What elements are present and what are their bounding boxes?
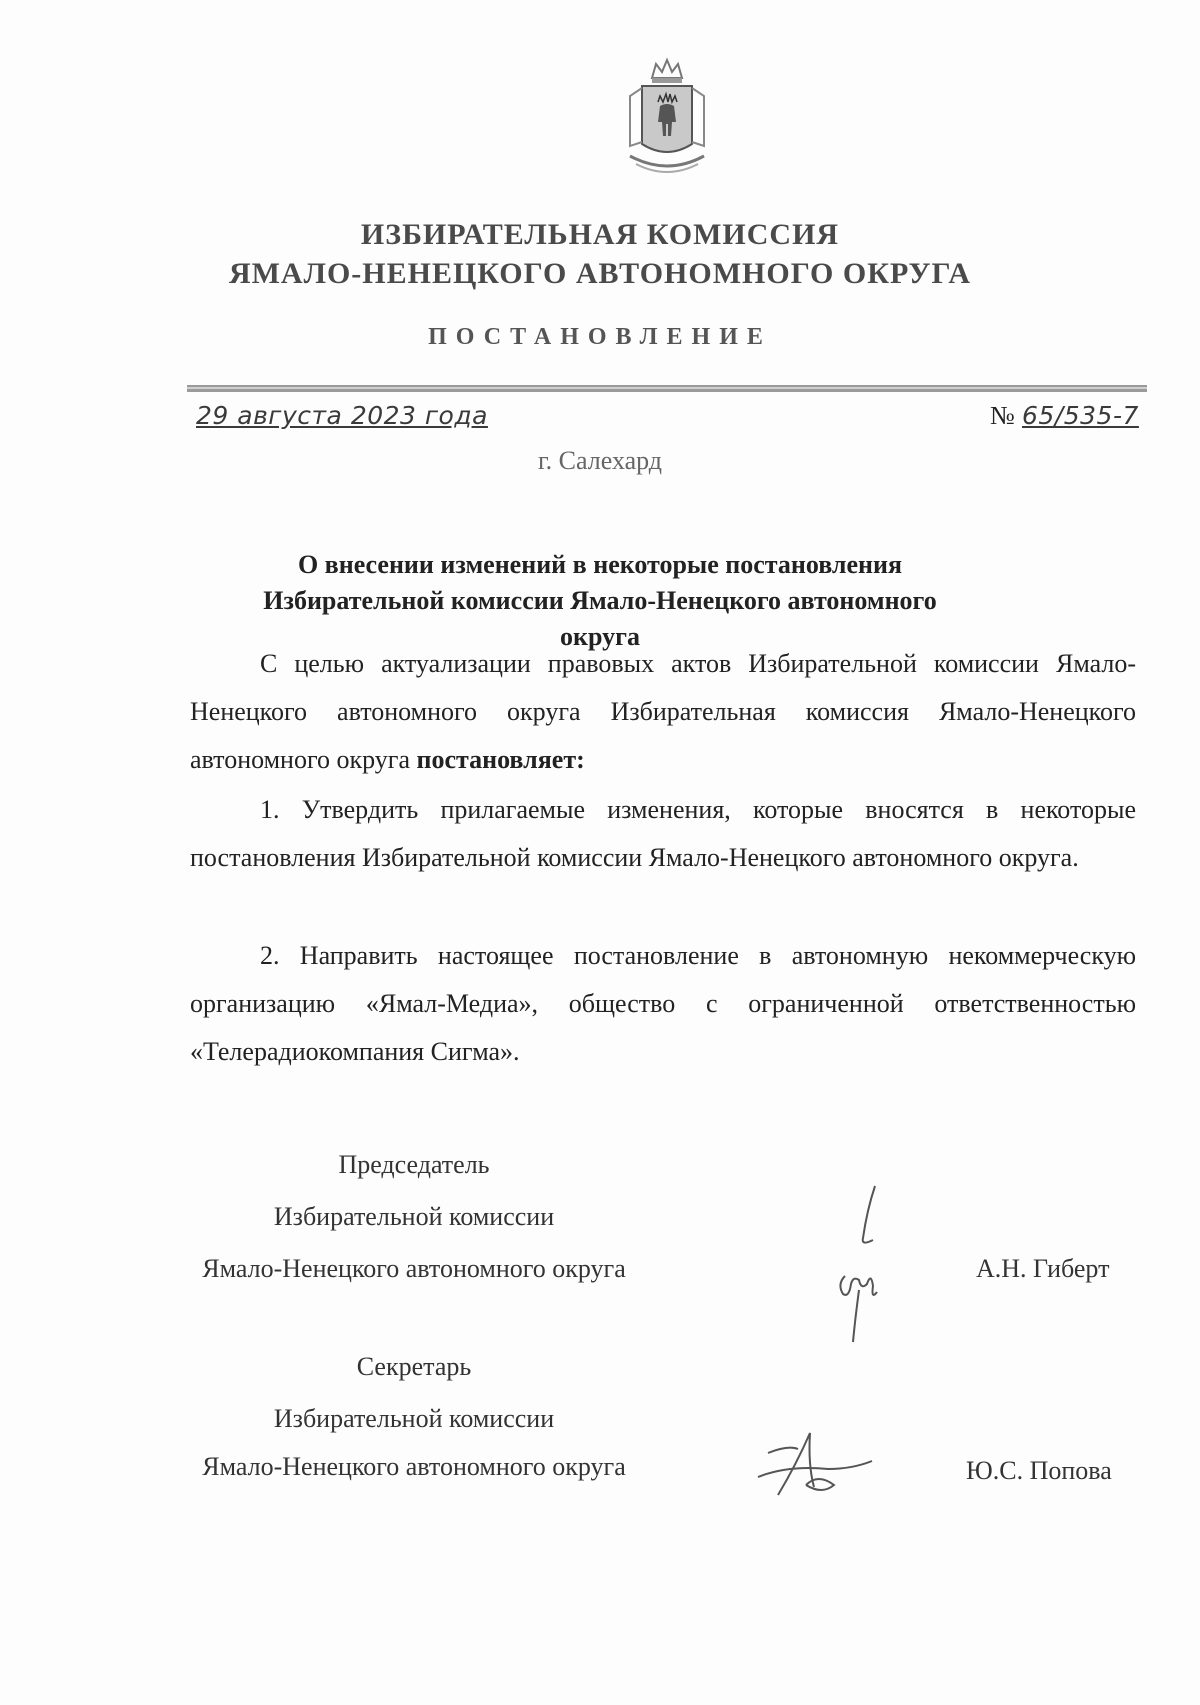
item-1-paragraph — [190, 786, 1136, 882]
header-divider — [187, 385, 1147, 392]
chair-org-line2: Избирательной комиссии — [273, 1202, 555, 1231]
intro-text: С целью актуализации правовых актов Избирательной комиссии Ямало-Ненецкого автономного округа Избирательная комиссия Ямало-Ненецкого автономного округа — [190, 649, 1136, 774]
chair-org-line3: Ямало-Ненецкого автономного округа — [202, 1254, 626, 1283]
document-title — [240, 547, 960, 655]
number-sign: № — [990, 401, 1015, 430]
document-date: 29 августа 2023 года — [196, 401, 488, 430]
intro-bold: постановляет: — [416, 745, 585, 774]
item-2-text: 2. Направить настоящее постановление в автономную некоммерческую организацию «Ямал-Медиа», общество с ограниченной ответственностью «Телерадиокомпания Сигма». — [190, 941, 1136, 1066]
secretary-name: Ю.С. Попова — [966, 1456, 1112, 1485]
secretary-role: Секретарь — [356, 1352, 472, 1381]
item-2-paragraph — [190, 932, 1136, 1076]
secretary-org-line2: Избирательной комиссии — [273, 1404, 555, 1433]
coat-of-arms-icon — [622, 56, 712, 184]
intro-paragraph — [190, 640, 1136, 784]
secretary-signature-icon — [748, 1425, 878, 1505]
org-name-line2: ЯМАЛО-НЕНЕЦКОГО АВТОНОМНОГО ОКРУГА — [228, 257, 972, 290]
document-type: ПОСТАНОВЛЕНИЕ — [428, 324, 772, 350]
document-number: 65/535-7 — [1022, 401, 1139, 430]
chair-role: Председатель — [338, 1150, 490, 1179]
chair-name: А.Н. Гиберт — [976, 1254, 1110, 1283]
document-city: г. Салехард — [537, 446, 663, 475]
item-1-text: 1. Утвердить прилагаемые изменения, которые вносятся в некоторые постановления Избирательной комиссии Ямало-Ненецкого автономного округа. — [190, 795, 1136, 872]
chair-signature-icon — [815, 1180, 905, 1350]
title-line1: О внесении изменений в некоторые постановления — [297, 550, 903, 579]
org-name-line1: ИЗБИРАТЕЛЬНАЯ КОМИССИЯ — [360, 218, 840, 251]
secretary-org-line3: Ямало-Ненецкого автономного округа — [202, 1452, 626, 1481]
title-line2: Избирательной комиссии Ямало-Ненецкого автономного округа — [263, 586, 937, 651]
